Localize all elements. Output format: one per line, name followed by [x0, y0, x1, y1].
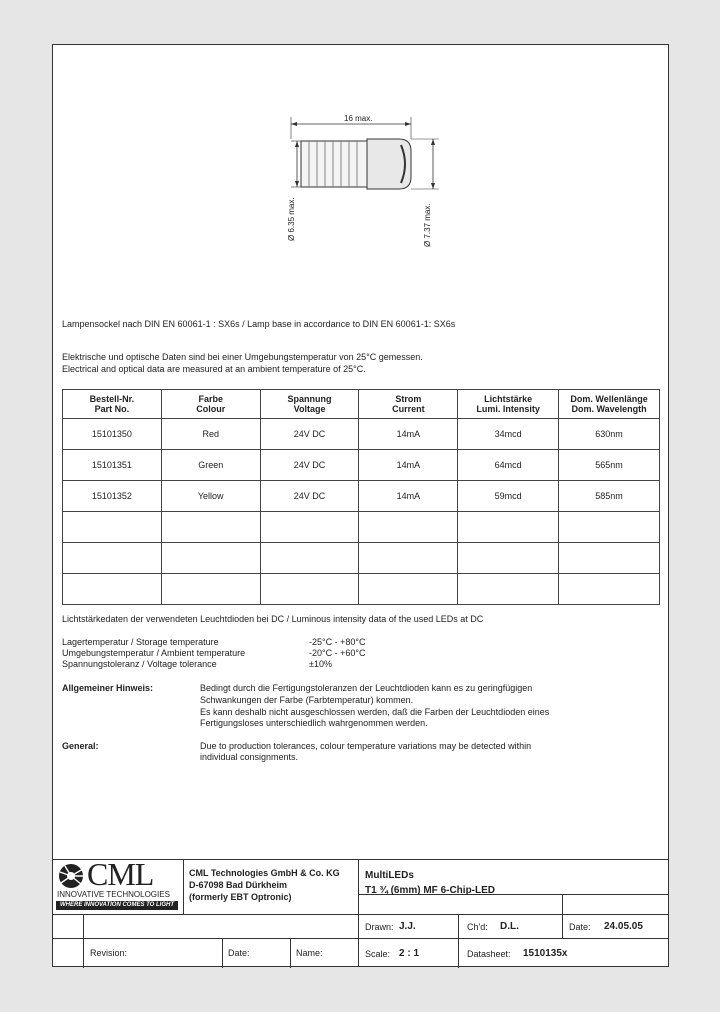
- table-row: [63, 450, 660, 481]
- cell-wavelength: 565nm: [559, 450, 660, 481]
- cell-current: 14mA: [359, 450, 458, 481]
- general-note-en-line: individual consignments.: [200, 752, 299, 762]
- head-diameter-dimension: Ø 7.37 max.: [423, 203, 432, 247]
- spec-voltage-tol-label: Spannungstoleranz / Voltage tolerance: [62, 659, 217, 669]
- general-note-en-line: Due to production tolerances, colour temperature variations may be detected within: [200, 741, 532, 751]
- cell-voltage: 24V DC: [260, 450, 359, 481]
- header-colour: Farbe Colour: [161, 390, 260, 419]
- revision-label: Revision:: [90, 948, 128, 958]
- spec-table: [62, 389, 660, 605]
- cell-intensity: [458, 543, 559, 574]
- general-note-de-line: Schwankungen der Farbe (Farbtemperatur) kommen.: [200, 695, 414, 705]
- cell-wavelength: 630nm: [559, 419, 660, 450]
- product-name: T1 ¾ (6mm) MF 6-Chip-LED: [365, 885, 496, 896]
- revision-name-label: Name:: [296, 948, 323, 958]
- cell-part-no: [63, 543, 162, 574]
- general-note-de-label: Allgemeiner Hinweis:: [62, 683, 154, 693]
- cell-part-no: 15101350: [63, 419, 162, 450]
- table-row: [63, 574, 660, 605]
- header-intensity: Lichtstärke Lumi. Intensity: [458, 390, 559, 419]
- cell-part-no: 15101351: [63, 450, 162, 481]
- drawn-value: J.J.: [399, 921, 416, 932]
- cell-voltage: 24V DC: [260, 481, 359, 512]
- cell-intensity: [458, 574, 559, 605]
- cell-part-no: [63, 512, 162, 543]
- revision-date-label: Date:: [228, 948, 250, 958]
- cell-part-no: 15101352: [63, 481, 162, 512]
- cell-current: [359, 512, 458, 543]
- cml-logo-text: CML: [87, 856, 154, 892]
- cml-sunburst-icon: [57, 863, 85, 889]
- general-note-de-line: Es kann deshalb nicht ausgeschlossen werden, daß die Farben der Leuchtdioden eines: [200, 707, 550, 717]
- checked-label: Ch'd:: [467, 922, 488, 932]
- general-note-de-line: Bedingt durch die Fertigungstoleranzen der Leuchtdioden kann es zu geringfügigen: [200, 683, 533, 693]
- cell-colour: Yellow: [161, 481, 260, 512]
- cell-colour: [161, 543, 260, 574]
- date-value: 24.05.05: [604, 921, 643, 932]
- checked-value: D.L.: [500, 921, 519, 932]
- scale-label: Scale:: [365, 949, 391, 959]
- product-family: MultiLEDs: [365, 870, 414, 881]
- header-current: Strom Current: [359, 390, 458, 419]
- header-voltage: Spannung Voltage: [260, 390, 359, 419]
- cell-colour: [161, 512, 260, 543]
- intensity-note: Lichtstärkedaten der verwendeten Leuchtdioden bei DC / Luminous intensity data of the used LEDs at DC: [62, 614, 484, 624]
- cell-colour: [161, 574, 260, 605]
- date-label: Date:: [569, 922, 591, 932]
- table-row: [63, 512, 660, 543]
- spec-ambient-label: Umgebungstemperatur / Ambient temperature: [62, 648, 246, 658]
- company-former-name: (formerly EBT Optronic): [189, 892, 292, 902]
- general-note-en-label: General:: [62, 741, 99, 751]
- cell-part-no: [63, 574, 162, 605]
- table-row: [63, 543, 660, 574]
- cell-intensity: 34mcd: [458, 419, 559, 450]
- cell-current: [359, 574, 458, 605]
- scale-value: 2 : 1: [399, 948, 420, 959]
- datasheet-value: 1510135x: [523, 948, 568, 959]
- table-row: [63, 419, 660, 450]
- cell-voltage: [260, 574, 359, 605]
- header-part-no: Bestell-Nr. Part No.: [63, 390, 162, 419]
- lamp-base-note: Lampensockel nach DIN EN 60061-1 : SX6s / Lamp base in accordance to DIN EN 60061-1: SX6s: [62, 319, 456, 329]
- cell-wavelength: [559, 574, 660, 605]
- drawn-label: Drawn:: [365, 922, 394, 932]
- length-dimension: 16 max.: [344, 114, 373, 123]
- cell-colour: Green: [161, 450, 260, 481]
- cell-intensity: 59mcd: [458, 481, 559, 512]
- table-header-row: [63, 390, 660, 419]
- spec-storage-label: Lagertemperatur / Storage temperature: [62, 637, 219, 647]
- spec-ambient-value: -20°C - +60°C: [309, 648, 366, 658]
- company-address: D-67098 Bad Dürkheim: [189, 880, 288, 890]
- cell-voltage: [260, 512, 359, 543]
- cell-wavelength: [559, 512, 660, 543]
- general-note-de-line: Fertigungsloses unterschiedlich wahrgenommen werden.: [200, 718, 428, 728]
- cell-wavelength: [559, 543, 660, 574]
- cell-current: 14mA: [359, 419, 458, 450]
- cell-intensity: [458, 512, 559, 543]
- logo-subtitle: INNOVATIVE TECHNOLOGIES: [57, 890, 170, 899]
- cell-wavelength: 585nm: [559, 481, 660, 512]
- cell-voltage: [260, 543, 359, 574]
- conditions-de: Elektrische und optische Daten sind bei einer Umgebungstemperatur von 25°C gemessen.: [62, 352, 423, 362]
- spec-voltage-tol-value: ±10%: [309, 659, 332, 669]
- base-diameter-dimension: Ø 6.35 max.: [287, 197, 296, 241]
- cell-current: 14mA: [359, 481, 458, 512]
- table-row: [63, 481, 660, 512]
- datasheet-label: Datasheet:: [467, 949, 511, 959]
- cell-colour: Red: [161, 419, 260, 450]
- spec-storage-value: -25°C - +80°C: [309, 637, 366, 647]
- company-name: CML Technologies GmbH & Co. KG: [189, 868, 340, 878]
- conditions-en: Electrical and optical data are measured at an ambient temperature of 25°C.: [62, 364, 366, 374]
- datasheet-page: [52, 44, 669, 967]
- cell-current: [359, 543, 458, 574]
- logo-tagline: WHERE INNOVATION COMES TO LIGHT: [56, 901, 178, 910]
- cell-voltage: 24V DC: [260, 419, 359, 450]
- header-wavelength: Dom. Wellenlänge Dom. Wavelength: [559, 390, 660, 419]
- cell-intensity: 64mcd: [458, 450, 559, 481]
